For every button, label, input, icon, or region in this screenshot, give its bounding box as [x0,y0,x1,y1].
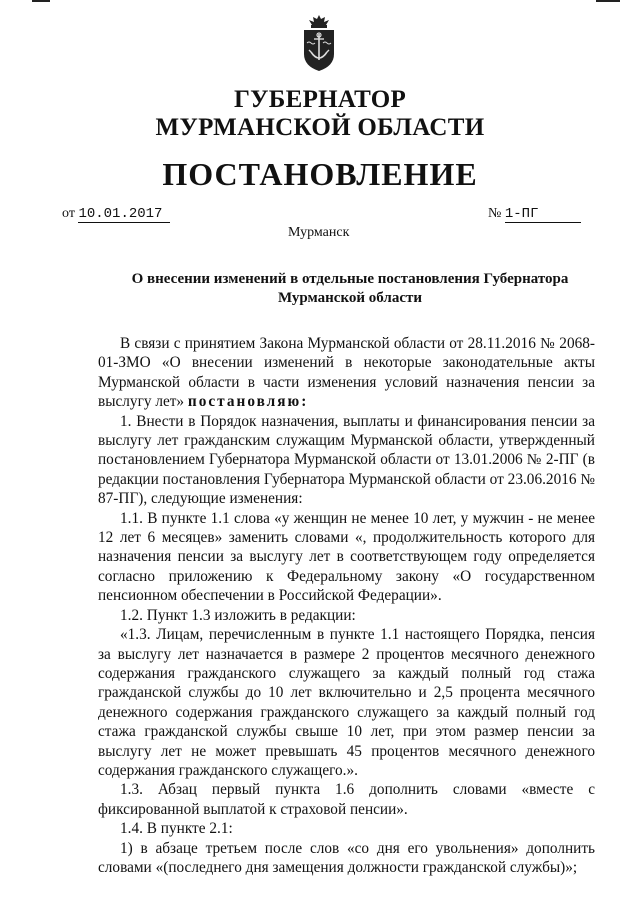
date-prefix: от [62,206,75,221]
number-prefix: № [488,206,502,221]
paragraph-1-1: 1.1. В пункте 1.1 слова «у женщин не менее 10 лет, у мужчин - не менее 12 лет 6 месяцев» заменить словами «, продолжительность которого для назначения пенсии за выслугу лет в соответствующем году определяется согласно приложению к Федеральному закону «О государственном пенсионном обеспечении в Российской Федерации». [98,509,595,605]
paragraph-1-2: 1.2. Пункт 1.3 изложить в редакции: [120,606,356,624]
scan-edge-mark [32,0,50,2]
document-number [488,206,581,223]
date-value: 10.01.2017 [78,207,170,223]
paragraph-1-4-1: 1) в абзаце третьем после слов «со дня его увольнения» дополнить словами «(последнего дня замещения должности гражданской службы)»; [98,839,595,876]
intro-text: В связи с принятием Закона Мурманской области от 28.11.2016 № 2068-01-ЗМО «О внесении изменений в некоторые законодательные акты Мурманской области в части изменения условий назначения пенсии за выслугу лет» [98,335,595,411]
document-body [98,334,595,877]
paragraph-1: 1. Внести в Порядок назначения, выплаты и финансирования пенсии за выслугу лет гражданским служащим Мурманской области, утвержденный постановлением Губернатора Мурманской области от 13.01.2006 № 2-ПГ (в редакции постановления Губернатора Мурманской области от 23.06.2016 № 87-ПГ), следующие изменения: [98,412,595,508]
document-date [62,206,170,223]
authority-subtitle: МУРМАНСКОЙ ОБЛАСТИ [155,114,485,141]
scan-edge-mark [596,0,620,2]
paragraph-1-4: 1.4. В пункте 2.1: [120,820,233,838]
authority-title: ГУБЕРНАТОР [233,86,407,113]
document-type: ПОСТАНОВЛЕНИЕ [162,156,478,192]
paragraph-1-2-text: «1.3. Лицам, перечисленным в пункте 1.1 настоящего Порядка, пенсия за выслугу лет назначается в размере 2 процентов месячного денежного содержания гражданского служащего за каждый полный год стажа гражданской службы до 10 лет включительно и 2,5 процента месячного денежного содержания гражданского служащего за каждый полный год стажа гражданской службы свыше 10 лет, при этом размер пенсии за выслугу лет не может превышать 45 процентов месячного денежного содержания гражданского служащего.». [98,626,595,779]
decree-word: постановляю: [187,393,309,411]
city-name: Мурманск [288,225,350,240]
document-title: О внесении изменений в отдельные постановления Губернатора Мурманской области [131,271,569,306]
number-value: 1-ПГ [505,207,581,223]
paragraph-1-3: 1.3. Абзац первый пункта 1.6 дополнить словами «вместе с фиксированной выплатой к страховой пенсии». [98,781,595,818]
coat-of-arms-icon [301,14,337,72]
paragraph-intro [98,334,595,412]
